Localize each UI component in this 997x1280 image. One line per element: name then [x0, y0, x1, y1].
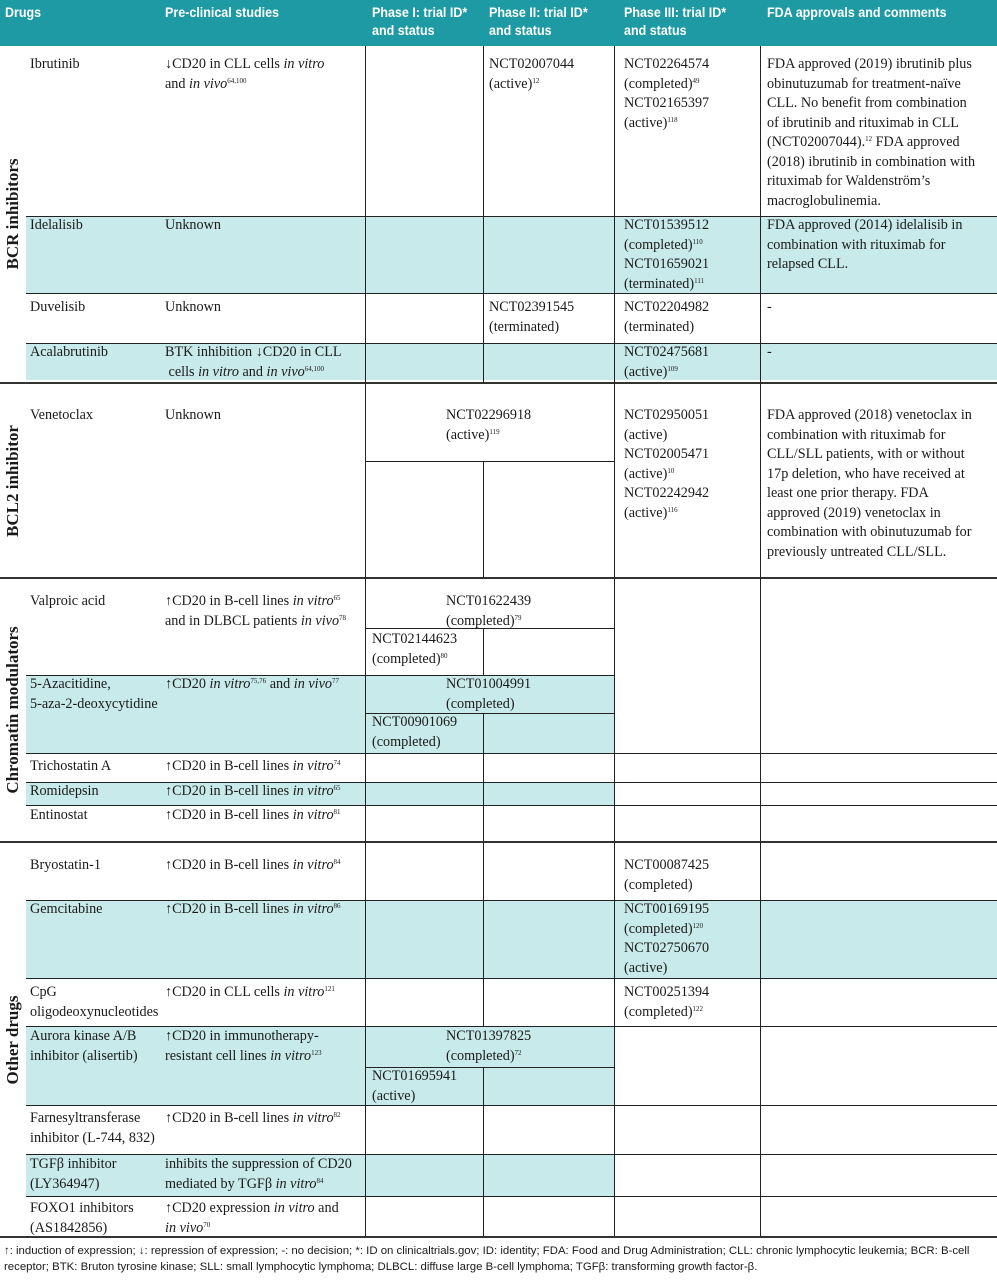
drug-cpg: CpG oligodeoxynucleotides: [30, 984, 159, 1020]
group-separator: [0, 841, 997, 843]
header-phase3: Phase III: trial ID* and status: [624, 5, 727, 38]
pre-romidepsin: ↑CD20 in B-cell lines in vitro$^{65}$: [165, 783, 341, 799]
pre-ibrutinib: ↓CD20 in CLL cells in vitro and in vivo$^{64,100}$: [165, 56, 325, 92]
p3-bryostatin: NCT00087425 (completed): [624, 857, 710, 893]
header-phase1: Phase I: trial ID* and status: [372, 5, 468, 38]
pre-bryostatin: ↑CD20 in B-cell lines in vitro$^{84}$: [165, 857, 341, 873]
pre-tgfb: inhibits the suppression of CD20 mediated by TGFβ in vitro$^{84}$: [165, 1156, 352, 1192]
drug-venetoclax: Venetoclax: [30, 407, 94, 423]
group-separator: [0, 1236, 997, 1238]
pre-gemcitabine: ↑CD20 in B-cell lines in vitro$^{86}$: [165, 901, 341, 917]
header-drugs: Drugs: [5, 5, 42, 20]
pre-duvelisib: Unknown: [165, 299, 221, 315]
group-label-chromatin: Chromatin modulators: [3, 626, 22, 794]
header-phase2: Phase II: trial ID* and status: [489, 5, 588, 38]
fda-duvelisib: -: [767, 299, 772, 315]
fda-idelalisib: FDA approved (2014) idelalisib in combination with rituximab for relapsed CLL.: [767, 217, 963, 272]
header-fda: FDA approvals and comments: [767, 5, 947, 20]
p3-acalabrutinib: NCT02475681 (active)$^{109}$: [624, 344, 710, 380]
p1-azacitidine: NCT00901069 (completed): [372, 714, 458, 750]
table-header: [0, 0, 997, 46]
group-label-other: Other drugs: [3, 995, 22, 1084]
p12-valproic: NCT01622439 (completed)$^{79}$: [446, 593, 532, 629]
group-separator: [0, 577, 997, 579]
p12-azacitidine: NCT01004991 (completed): [446, 676, 532, 712]
drug-azacitidine: 5-Azacitidine, 5-aza-2-deoxycytidine: [30, 676, 158, 712]
pre-idelalisib: Unknown: [165, 217, 221, 233]
drug-farnesyl: Farnesyltransferase inhibitor (L-744, 832): [30, 1110, 155, 1146]
fda-venetoclax: FDA approved (2018) venetoclax in combination with rituximab for CLL/SLL patients, with or without 17p deletion, who have received at least one prior therapy. FDA approved (2019) venetoclax in combination with obinutuzumab for previously untreated CLL/SLL.: [767, 407, 972, 560]
p12-aurora: NCT01397825 (completed)$^{72}$: [446, 1028, 532, 1064]
p12-venetoclax: NCT02296918 (active)$^{119}$: [446, 407, 532, 443]
pre-aurora: ↑CD20 in immunotherapy- resistant cell lines in vitro$^{123}$: [165, 1028, 322, 1064]
pre-trichostatin: ↑CD20 in B-cell lines in vitro$^{74}$: [165, 758, 341, 774]
p2-duvelisib: NCT02391545 (terminated): [489, 299, 575, 335]
p1-valproic: NCT02144623 (completed)$^{80}$: [372, 631, 458, 667]
p3-cpg: NCT00251394 (completed)$^{122}$: [624, 984, 710, 1020]
fda-ibrutinib: FDA approved (2019) ibrutinib plus obinutuzumab for treatment-naïve CLL. No benefit from combination of ibrutinib and rituximab in CLL (NCT02007044).$^{12}$ FDA approved (2018) ibrutinib in combination with rituximab for Waldenström’s macroglobulinemia.: [767, 56, 976, 209]
p3-idelalisib: NCT01539512 (completed)$^{110}$ NCT01659021 (terminated)$^{111}$: [624, 217, 710, 292]
header-preclinical: Pre-clinical studies: [165, 5, 279, 20]
pre-valproic: ↑CD20 in B-cell lines in vitro$^{65}$ and in DLBCL patients in vivo$^{78}$: [165, 593, 347, 629]
table-footnote: ↑: induction of expression; ↓: repression of expression; -: no decision; *: ID on clinicaltrials.gov; ID: identity; FDA: Food and Drug Administration; CLL: chronic lymphocytic leukemia; BCR: B-cell receptor; BTK: Bruton tyrosine kinase; SLL: small lymphocytic lymphoma; DLBCL: diffuse large B-cell lymphoma; TGFβ: transforming growth factor-β.: [4, 1245, 970, 1273]
drug-tgfb: TGFβ inhibitor (LY364947): [30, 1156, 117, 1192]
drug-duvelisib: Duvelisib: [30, 299, 86, 315]
drug-foxo1: FOXO1 inhibitors (AS1842856): [30, 1200, 134, 1236]
pre-foxo1: ↑CD20 expression in vitro and in vivo$^{70}$: [165, 1200, 339, 1236]
drug-ibrutinib: Ibrutinib: [30, 56, 80, 72]
drug-acalabrutinib: Acalabrutinib: [30, 344, 109, 360]
group-label-bcr: BCR inhibitors: [3, 158, 22, 270]
drug-entinostat: Entinostat: [30, 807, 88, 823]
group-separator: [0, 382, 997, 384]
drug-trichostatin: Trichostatin A: [30, 758, 112, 774]
p3-venetoclax: NCT02950051 (active) NCT02005471 (active)$^{10}$ NCT02242942 (active)$^{116}$: [624, 407, 710, 521]
drug-idelalisib: Idelalisib: [30, 217, 83, 233]
drug-valproic: Valproic acid: [30, 593, 106, 609]
p1-aurora: NCT01695941 (active): [372, 1068, 458, 1104]
drug-romidepsin: Romidepsin: [30, 783, 99, 799]
pre-entinostat: ↑CD20 in B-cell lines in vitro$^{81}$: [165, 807, 341, 823]
pre-venetoclax: Unknown: [165, 407, 221, 423]
group-label-bcl2: BCL2 inhibitor: [3, 424, 22, 537]
p3-ibrutinib: NCT02264574 (completed)$^{49}$ NCT02165397 (active)$^{118}$: [624, 56, 710, 131]
fda-acalabrutinib: -: [767, 344, 772, 360]
pre-acalabrutinib: BTK inhibition ↓CD20 in CLL cells in vitro and in vivo$^{64,100}$: [165, 344, 342, 380]
p2-ibrutinib: NCT02007044 (active)$^{12}$: [489, 56, 575, 92]
p3-gemcitabine: NCT00169195 (completed)$^{120}$ NCT02750670 (active): [624, 901, 710, 976]
drug-bryostatin: Bryostatin-1: [30, 857, 101, 873]
drug-gemcitabine: Gemcitabine: [30, 901, 103, 917]
p3-duvelisib: NCT02204982 (terminated): [624, 299, 710, 335]
pre-cpg: ↑CD20 in CLL cells in vitro$^{121}$: [165, 984, 335, 1000]
pre-azacitidine: ↑CD20 in vitro$^{75,76}$ and in vivo$^{77}$: [165, 676, 339, 692]
pre-farnesyl: ↑CD20 in B-cell lines in vitro$^{82}$: [165, 1110, 341, 1126]
drug-aurora: Aurora kinase A/B inhibitor (alisertib): [30, 1028, 138, 1064]
